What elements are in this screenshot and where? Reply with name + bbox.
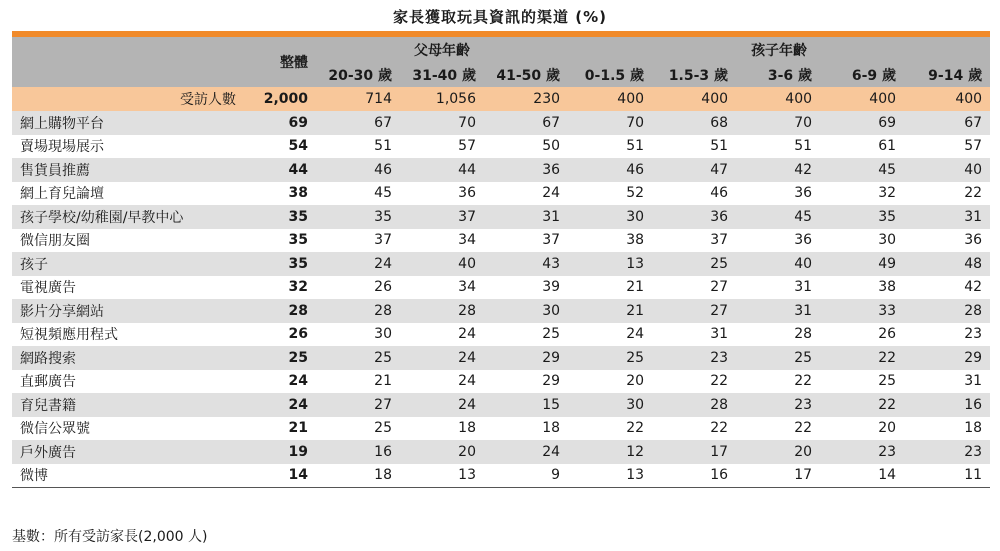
- row-value: 30: [568, 205, 652, 229]
- row-value: 31: [652, 323, 736, 347]
- sample-total: 2,000: [244, 87, 316, 111]
- row-value: 36: [736, 229, 820, 253]
- header-child-age: 6-9 歲: [820, 63, 904, 87]
- row-value: 18: [400, 417, 484, 441]
- row-value: 22: [820, 346, 904, 370]
- row-value: 30: [484, 299, 568, 323]
- row-value: 18: [484, 417, 568, 441]
- table-row: [12, 111, 990, 135]
- row-value: 20: [568, 370, 652, 394]
- row-value: 22: [736, 370, 820, 394]
- row-total: 54: [244, 135, 316, 159]
- row-value: 24: [400, 370, 484, 394]
- row-value: 25: [652, 252, 736, 276]
- row-value: 16: [316, 440, 400, 464]
- row-value: 24: [400, 323, 484, 347]
- row-value: 29: [484, 346, 568, 370]
- row-value: 31: [904, 370, 990, 394]
- row-value: 24: [484, 182, 568, 206]
- header-parent-age: 41-50 歲: [484, 63, 568, 87]
- row-value: 27: [652, 299, 736, 323]
- row-total: 32: [244, 276, 316, 300]
- row-value: 24: [484, 440, 568, 464]
- row-value: 52: [568, 182, 652, 206]
- row-value: 57: [400, 135, 484, 159]
- header-parent-age: 20-30 歲: [316, 63, 400, 87]
- row-label: 直郵廣告: [12, 370, 244, 394]
- row-value: 70: [568, 111, 652, 135]
- row-total: 35: [244, 205, 316, 229]
- table-row: [12, 346, 990, 370]
- row-value: 23: [904, 323, 990, 347]
- row-value: 40: [400, 252, 484, 276]
- row-label: 網上購物平台: [12, 111, 244, 135]
- row-value: 42: [904, 276, 990, 300]
- sample-value: 400: [568, 87, 652, 111]
- table-row: [12, 417, 990, 441]
- table-header: [12, 37, 990, 87]
- row-value: 31: [484, 205, 568, 229]
- row-value: 21: [316, 370, 400, 394]
- row-value: 24: [400, 393, 484, 417]
- row-value: 40: [904, 158, 990, 182]
- row-label: 孩子學校/幼稚園/早教中心: [12, 205, 244, 229]
- row-value: 26: [820, 323, 904, 347]
- row-total: 38: [244, 182, 316, 206]
- row-value: 37: [316, 229, 400, 253]
- row-value: 11: [904, 464, 990, 488]
- row-value: 44: [400, 158, 484, 182]
- row-value: 16: [904, 393, 990, 417]
- row-total: 24: [244, 370, 316, 394]
- row-total: 28: [244, 299, 316, 323]
- row-value: 29: [484, 370, 568, 394]
- row-label: 孩子: [12, 252, 244, 276]
- row-value: 42: [736, 158, 820, 182]
- row-value: 38: [820, 276, 904, 300]
- sample-value: 230: [484, 87, 568, 111]
- row-value: 39: [484, 276, 568, 300]
- row-value: 51: [568, 135, 652, 159]
- sample-value: 1,056: [400, 87, 484, 111]
- table-row: [12, 229, 990, 253]
- row-value: 28: [400, 299, 484, 323]
- row-value: 16: [652, 464, 736, 488]
- row-value: 36: [484, 158, 568, 182]
- row-value: 46: [568, 158, 652, 182]
- row-value: 51: [652, 135, 736, 159]
- row-value: 40: [736, 252, 820, 276]
- row-total: 35: [244, 252, 316, 276]
- row-value: 25: [316, 417, 400, 441]
- row-value: 43: [484, 252, 568, 276]
- row-value: 45: [820, 158, 904, 182]
- row-value: 20: [736, 440, 820, 464]
- row-value: 28: [316, 299, 400, 323]
- sample-value: 714: [316, 87, 400, 111]
- row-value: 25: [820, 370, 904, 394]
- row-value: 31: [736, 276, 820, 300]
- row-value: 18: [904, 417, 990, 441]
- row-label: 微博: [12, 464, 244, 488]
- row-value: 37: [484, 229, 568, 253]
- table-row: [12, 464, 990, 488]
- sample-label: 受訪人數: [12, 87, 244, 111]
- table-row: [12, 135, 990, 159]
- table-title: 家長獲取玩具資訊的渠道 (%): [393, 8, 607, 26]
- row-value: 33: [820, 299, 904, 323]
- row-label: 育兒書籍: [12, 393, 244, 417]
- row-total: 14: [244, 464, 316, 488]
- row-value: 38: [568, 229, 652, 253]
- row-value: 67: [316, 111, 400, 135]
- table-row: [12, 182, 990, 206]
- row-value: 22: [568, 417, 652, 441]
- row-value: 20: [820, 417, 904, 441]
- row-value: 70: [736, 111, 820, 135]
- row-value: 24: [316, 252, 400, 276]
- row-value: 22: [820, 393, 904, 417]
- row-total: 35: [244, 229, 316, 253]
- table-row: [12, 370, 990, 394]
- header-child-age: 1.5-3 歲: [652, 63, 736, 87]
- table-bottom-rule: [12, 487, 990, 488]
- table-row: [12, 276, 990, 300]
- row-value: 46: [652, 182, 736, 206]
- row-value: 50: [484, 135, 568, 159]
- row-value: 23: [652, 346, 736, 370]
- header-child-age-group: 孩子年齡: [568, 37, 990, 63]
- table-row: [12, 252, 990, 276]
- row-value: 36: [652, 205, 736, 229]
- sample-value: 400: [820, 87, 904, 111]
- row-value: 9: [484, 464, 568, 488]
- table-row: [12, 158, 990, 182]
- row-value: 17: [652, 440, 736, 464]
- row-value: 25: [316, 346, 400, 370]
- row-value: 70: [400, 111, 484, 135]
- row-value: 17: [736, 464, 820, 488]
- header-child-age: 3-6 歲: [736, 63, 820, 87]
- header-blank-cell: [12, 37, 244, 87]
- row-value: 18: [316, 464, 400, 488]
- row-value: 24: [400, 346, 484, 370]
- table-row: [12, 299, 990, 323]
- table-row: [12, 205, 990, 229]
- sample-value: 400: [652, 87, 736, 111]
- header-child-age: 0-1.5 歲: [568, 63, 652, 87]
- row-total: 26: [244, 323, 316, 347]
- row-value: 29: [904, 346, 990, 370]
- row-value: 35: [820, 205, 904, 229]
- row-value: 13: [568, 464, 652, 488]
- sample-size-row: [12, 87, 990, 111]
- row-value: 26: [316, 276, 400, 300]
- row-value: 21: [568, 276, 652, 300]
- row-total: 19: [244, 440, 316, 464]
- row-value: 22: [736, 417, 820, 441]
- row-value: 24: [568, 323, 652, 347]
- row-value: 13: [400, 464, 484, 488]
- data-table: [12, 37, 990, 487]
- row-value: 68: [652, 111, 736, 135]
- row-value: 23: [736, 393, 820, 417]
- row-value: 32: [820, 182, 904, 206]
- header-parent-age-group: 父母年齡: [316, 37, 568, 63]
- row-value: 47: [652, 158, 736, 182]
- row-value: 15: [484, 393, 568, 417]
- row-value: 48: [904, 252, 990, 276]
- row-value: 35: [316, 205, 400, 229]
- row-value: 69: [820, 111, 904, 135]
- row-label: 電視廣告: [12, 276, 244, 300]
- row-label: 影片分享網站: [12, 299, 244, 323]
- row-value: 27: [316, 393, 400, 417]
- row-value: 49: [820, 252, 904, 276]
- row-value: 34: [400, 229, 484, 253]
- row-label: 微信公眾號: [12, 417, 244, 441]
- row-label: 網上育兒論壇: [12, 182, 244, 206]
- sample-value: 400: [904, 87, 990, 111]
- row-value: 30: [316, 323, 400, 347]
- table-row: [12, 440, 990, 464]
- table-body: [12, 87, 990, 487]
- row-value: 51: [736, 135, 820, 159]
- row-value: 57: [904, 135, 990, 159]
- row-label: 戶外廣告: [12, 440, 244, 464]
- row-value: 12: [568, 440, 652, 464]
- row-value: 67: [904, 111, 990, 135]
- row-value: 46: [316, 158, 400, 182]
- row-value: 31: [736, 299, 820, 323]
- row-value: 45: [316, 182, 400, 206]
- row-label: 短視頻應用程式: [12, 323, 244, 347]
- row-value: 25: [568, 346, 652, 370]
- data-table-container: [12, 31, 990, 488]
- row-value: 36: [736, 182, 820, 206]
- header-parent-age: 31-40 歲: [400, 63, 484, 87]
- row-value: 25: [484, 323, 568, 347]
- row-value: 37: [652, 229, 736, 253]
- row-value: 27: [652, 276, 736, 300]
- row-total: 44: [244, 158, 316, 182]
- row-total: 25: [244, 346, 316, 370]
- header-child-age: 9-14 歲: [904, 63, 990, 87]
- row-value: 37: [400, 205, 484, 229]
- row-value: 25: [736, 346, 820, 370]
- table-row: [12, 323, 990, 347]
- row-label: 售貨員推薦: [12, 158, 244, 182]
- row-value: 45: [736, 205, 820, 229]
- row-value: 23: [904, 440, 990, 464]
- row-value: 30: [568, 393, 652, 417]
- row-value: 51: [316, 135, 400, 159]
- row-value: 67: [484, 111, 568, 135]
- footnote: 基數：所有受訪家長(2,000 人): [12, 529, 208, 545]
- table-row: [12, 393, 990, 417]
- row-total: 21: [244, 417, 316, 441]
- row-value: 22: [904, 182, 990, 206]
- row-value: 23: [820, 440, 904, 464]
- row-value: 14: [820, 464, 904, 488]
- row-value: 30: [820, 229, 904, 253]
- row-value: 28: [736, 323, 820, 347]
- row-value: 36: [400, 182, 484, 206]
- row-value: 13: [568, 252, 652, 276]
- row-total: 69: [244, 111, 316, 135]
- row-value: 31: [904, 205, 990, 229]
- row-value: 22: [652, 370, 736, 394]
- row-value: 34: [400, 276, 484, 300]
- row-value: 22: [652, 417, 736, 441]
- header-total: 整體: [244, 37, 316, 87]
- row-value: 28: [904, 299, 990, 323]
- row-value: 28: [652, 393, 736, 417]
- row-value: 36: [904, 229, 990, 253]
- row-label: 賣場現場展示: [12, 135, 244, 159]
- row-label: 微信朋友圈: [12, 229, 244, 253]
- sample-value: 400: [736, 87, 820, 111]
- row-value: 20: [400, 440, 484, 464]
- row-label: 網路搜索: [12, 346, 244, 370]
- row-value: 21: [568, 299, 652, 323]
- row-total: 24: [244, 393, 316, 417]
- row-value: 61: [820, 135, 904, 159]
